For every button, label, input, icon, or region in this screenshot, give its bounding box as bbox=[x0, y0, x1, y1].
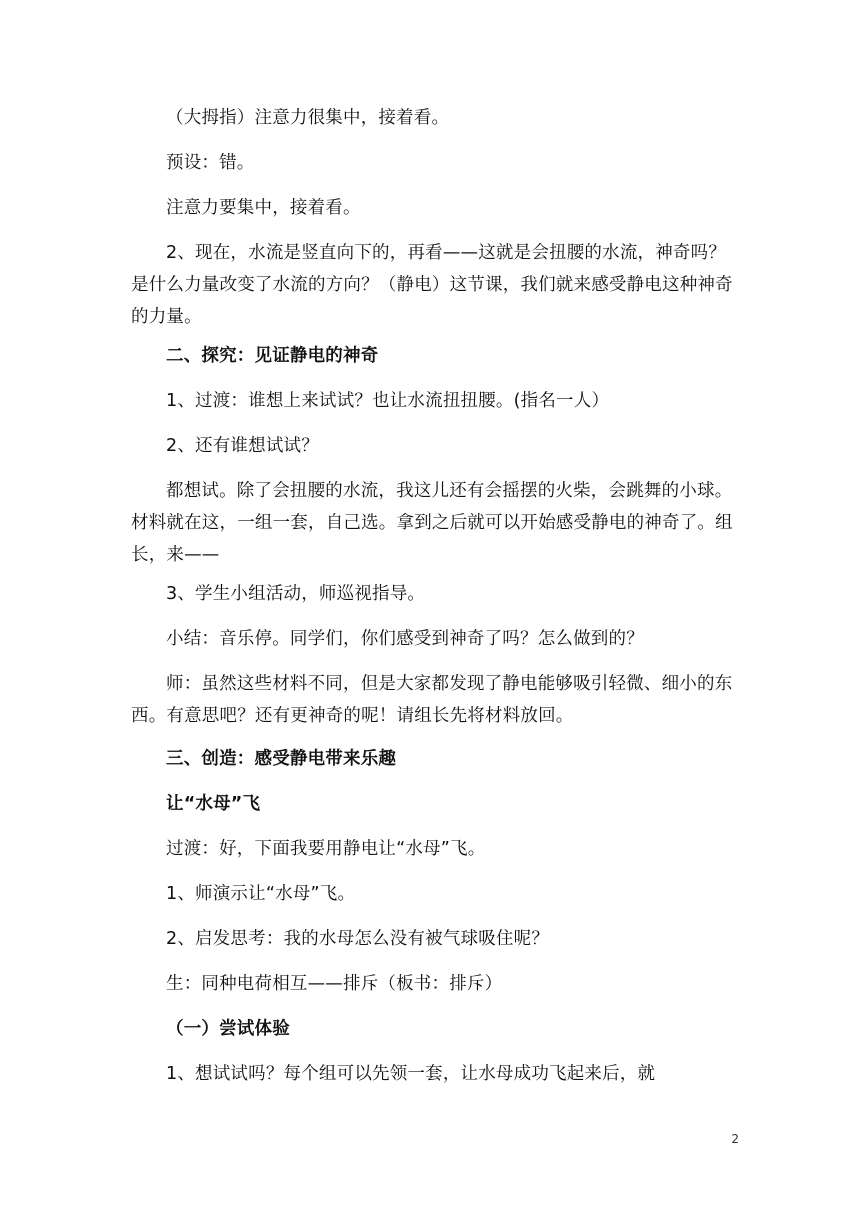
paragraph-try-instructions: 1、想试试吗？每个组可以先领一套，让水母成功飞起来后，就 bbox=[166, 1064, 656, 1084]
subheading-jellyfish-fly: 让“水母”飞 bbox=[166, 794, 261, 814]
page-number: 2 bbox=[731, 1132, 739, 1146]
paragraph-materials: 都想试。除了会扭腰的水流，我这儿还有会摇摆的火柴，会跳舞的小球。材料就在这，一组一套，自己选。拿到之后就可以开始感受静电的神奇了。组长，来—— bbox=[131, 481, 733, 565]
section-heading-create: 三、创造：感受静电带来乐趣 bbox=[166, 749, 397, 769]
paragraph-teacher-demo: 1、师演示让“水母”飞。 bbox=[166, 884, 356, 904]
paragraph-focus-reminder: 注意力要集中，接着看。 bbox=[166, 198, 361, 218]
paragraph-summary: 小结：音乐停。同学们，你们感受到神奇了吗？怎么做到的？ bbox=[166, 629, 644, 649]
paragraph-student-answer: 生：同种电荷相互——排斥（板书：排斥） bbox=[166, 974, 503, 994]
paragraph-others-try: 2、还有谁想试试？ bbox=[166, 436, 319, 456]
subheading-try-experience: （一）尝试体验 bbox=[166, 1019, 290, 1039]
paragraph-teacher-conclusion: 师：虽然这些材料不同，但是大家都发现了静电能够吸引轻微、细小的东西。有意思吧？还有更神奇的呢！请组长先将材料放回。 bbox=[131, 674, 733, 726]
paragraph-thumb-attention: （大拇指）注意力很集中，接着看。 bbox=[166, 108, 450, 128]
paragraph-water-flow-question: 2、现在，水流是竖直向下的，再看——这就是会扭腰的水流，神奇吗？是什么力量改变了水流的方向？（静电）这节课，我们就来感受静电这种神奇的力量。 bbox=[131, 243, 733, 327]
paragraph-thinking-question: 2、启发思考：我的水母怎么没有被气球吸住呢？ bbox=[166, 929, 550, 949]
section-heading-explore: 二、探究：见证静电的神奇 bbox=[166, 346, 379, 366]
paragraph-group-activity: 3、学生小组活动，师巡视指导。 bbox=[166, 584, 426, 604]
paragraph-preset-wrong: 预设：错。 bbox=[166, 153, 255, 173]
paragraph-transition-volunteer: 1、过渡：谁想上来试试？也让水流扭扭腰。(指名一人） bbox=[166, 391, 610, 411]
paragraph-jellyfish-transition: 过渡：好，下面我要用静电让“水母”飞。 bbox=[166, 839, 486, 859]
